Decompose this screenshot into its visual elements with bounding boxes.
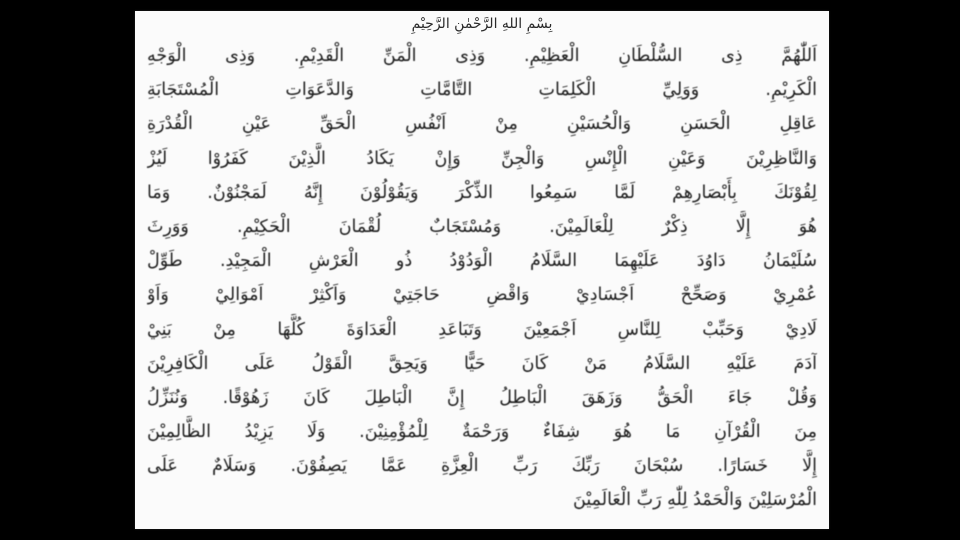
text-line: عُمْرِيْ وَصَحِّحْ اَجْسَادِيْ وَاقْضِ حَاجَتِيْ وَاَكْثِرْ اَمْوَالِيْ وَاَوْ — [147, 285, 817, 306]
text-line: آدَمَ عَلَيْهِ السَّلَامُ مَنْ كَانَ حَيًّا وَيَحِقَّ الْقَوْلُ عَلَى الْكَافِرِيْنَ — [147, 353, 817, 374]
text-line: الْمُرْسَلِيْنَ وَالْحَمْدُ لِلّٰهِ رَبِّ الْعَالَمِيْنَ — [573, 490, 817, 511]
text-line: الْكَرِيْمِ. وَوَلِيِّ الْكَلِمَاتِ التَّامَّاتِ وَالدَّعَوَاتِ الْمُسْتَجَابَةِ — [147, 80, 817, 101]
text-line: مِنَ الْقُرْآنِ مَا هُوَ شِفَاءٌ وَرَحْمَةٌ لِلْمُؤْمِنِيْنَ. وَلَا يَزِيْدُ الظَّالِمِيْنَ — [147, 422, 817, 443]
basmala-heading: بِسْمِ اللهِ الرَّحْمٰنِ الرَّحِيْمِ — [411, 16, 553, 32]
text-line: سُلَيْمَانُ دَاوُدَ عَلَيْهِمَا السَّلَامُ الْوَدُوْدُ ذُو الْعَرْشِ الْمَجِيْدِ. طَوِّلْ — [147, 251, 817, 272]
text-line: وَالنَّاظِرِيْنَ وَعَيْنِ الْإِنْسِ وَالْجِنِّ وَإِنْ يَكَادُ الَّذِيْنَ كَفَرُوْا لَيُزْ — [147, 148, 817, 169]
text-line: لَادِيْ وَحَبِّبْ لِلنَّاسِ اَجْمَعِيْنَ وَتَبَاعَدِ الْعَدَاوَةَ كُلَّهَا مِنْ بَنِيْ — [147, 319, 817, 340]
text-line: لِقُوْنَكَ بِأَبْصَارِهِمْ لَمَّا سَمِعُوا الذِّكْرَ وَيَقُوْلُوْنَ إِنَّهُ لَمَجْنُوْنٌ. وَمَا — [147, 182, 817, 203]
prayer-text — [147, 39, 817, 518]
text-line: هُوَ إِلَّا ذِكْرٌ لِلْعَالَمِيْنَ. وَمُسْتَجَابٌ لُقْمَانَ الْحَكِيْمِ. وَوَرِثَ — [147, 216, 817, 237]
text-line: وَقُلْ جَاءَ الْحَقُّ وَزَهَقَ الْبَاطِلُ إِنَّ الْبَاطِلَ كَانَ زَهُوْقًا. وَنُنَزِّلُ — [147, 387, 817, 408]
text-line: اَللّٰهُمَّ ذِى السُّلْطَانِ الْعَظِيْمِ. وَذِى الْمَنِّ الْقَدِيْمِ. وَذِى الْوَجْهِ — [147, 46, 817, 66]
document-page — [135, 11, 829, 529]
text-line: عَاقِلِ الْحَسَنِ وَالْحُسَيْنِ مِنْ اَنْفُسِ الْحَقِّ عَيْنِ الْقُدْرَةِ — [147, 114, 817, 135]
text-line: إِلَّا خَسَارًا. سُبْحَانَ رَبِّكَ رَبِّ الْعِزَّةِ عَمَّا يَصِفُوْنَ. وَسَلَامٌ عَلَى — [147, 456, 817, 477]
